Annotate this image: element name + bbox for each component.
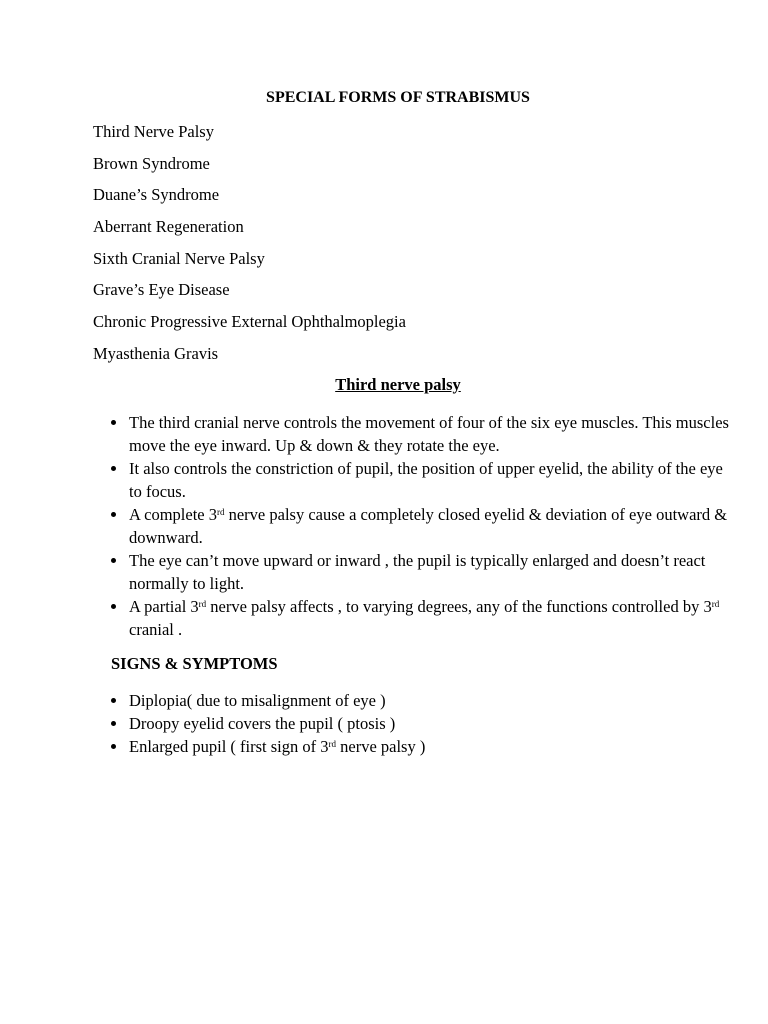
list-item: Grave’s Eye Disease (93, 280, 230, 300)
bullet-text: nerve palsy ) (336, 737, 426, 756)
signs-heading: SIGNS & SYMPTOMS (111, 654, 278, 673)
bullet-text: nerve palsy affects , to varying degrees, any of the functions controlled by 3 (206, 597, 712, 616)
bullet-text: The eye can’t move upward or inward , the pupil is typically enlarged and doesn’t react normally to light. (129, 551, 706, 593)
bullet-text: A partial 3 (129, 597, 199, 616)
bullet-item (129, 503, 729, 549)
document-title: SPECIAL FORMS OF STRABISMUS (266, 89, 530, 106)
bullet-item (129, 549, 729, 595)
bullet-text: nerve palsy cause a completely closed eyelid & deviation of eye outward & downward. (129, 505, 728, 547)
list-item: Duane’s Syndrome (93, 185, 220, 205)
bullet-item (129, 689, 729, 712)
bullet-item (129, 712, 729, 735)
bullet-item (129, 457, 729, 503)
ordinal-superscript: rd (711, 599, 720, 609)
list-item: Myasthenia Gravis (93, 343, 219, 363)
bullet-text: The third cranial nerve controls the movement of four of the six eye muscles. This muscles move the eye inward. Up & down & they rotate the eye. (129, 413, 729, 455)
ordinal-superscript: rd (328, 739, 336, 749)
bullet-text: Diplopia( due to misalignment of eye ) (129, 691, 386, 710)
list-item: Sixth Cranial Nerve Palsy (93, 248, 265, 268)
bullet-text: Droopy eyelid covers the pupil ( ptosis ) (129, 714, 396, 733)
signs-symptoms-bullets (129, 689, 729, 758)
bullet-item (129, 411, 729, 457)
ordinal-superscript: rd (216, 507, 225, 517)
bullet-text: It also controls the constriction of pupil, the position of upper eyelid, the ability of the eye to focus. (129, 459, 723, 501)
list-item: Third Nerve Palsy (93, 122, 214, 141)
list-item: Brown Syndrome (93, 153, 210, 173)
third-nerve-palsy-bullets (129, 411, 729, 641)
bullet-text: cranial . (129, 620, 183, 639)
strabismus-forms-list (93, 122, 406, 376)
bullet-item (129, 595, 729, 641)
ordinal-superscript: rd (198, 599, 207, 609)
list-item: Aberrant Regeneration (93, 217, 244, 237)
bullet-text: Enlarged pupil ( first sign of 3 (129, 737, 329, 756)
bullet-text: A complete 3 (129, 505, 217, 524)
bullet-item (129, 735, 729, 758)
list-item: Chronic Progressive External Ophthalmoplegia (93, 312, 406, 332)
section-heading: Third nerve palsy (335, 375, 461, 394)
